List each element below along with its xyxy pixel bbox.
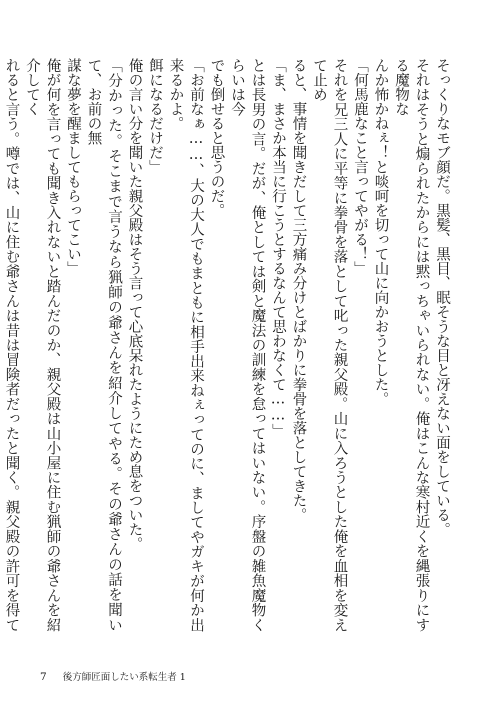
text-line: そっくりなモブ顔だ。黒髪、黒目、眠そうな目と冴えない面をしている。 (434, 58, 450, 537)
page-number: 7 (40, 671, 47, 683)
text-line: とは長男の言。だが、俺としては剣と魔法の訓練を怠ってはいない。序盤の雑魚魔物くらいは今 (229, 58, 266, 632)
text-line: 「分かった。そこまで言うなら猟師の爺さんを紹介してやる。その爺さんの話を聞いて、お前の無 (85, 58, 122, 632)
page-footer (40, 669, 186, 683)
text-line: れると言う。噂では、山に住む爺さんは昔は冒険者だったと聞く。親父殿の許可を得て (3, 58, 20, 633)
text-line: 「お前なぁ……、大の大人でもまともに相手出来ねぇってのに、ましてやガキが何か出来るかよ。 (167, 58, 204, 632)
text-line: 「ま、まさか本当に行こうとするなんて思わなくて……」 (270, 58, 286, 438)
text-line: 謀な夢を醒ましてもらってこい」 (65, 58, 81, 276)
text-line: 「何馬鹿なこと言ってやがる！」 (352, 58, 368, 276)
text-line: でも倒せると思うのだ。 (208, 58, 225, 218)
text-line: 俺が何を言っても聞き入れないと踏んだのか、親父殿は山小屋に住む猟師の爺さんを紹介してく (24, 58, 61, 633)
text-line: 俺の言い分を聞いた親父殿はそう言って心底呆れたようにため息をついた。 (126, 58, 143, 551)
running-title: 後方師匠面したい系転生者 1 (62, 672, 186, 683)
text-line: それを兄三人に平等に拳骨を落として叱った親父殿。山に入ろうとした俺を血相を変えて止め (311, 58, 348, 633)
text-line: それはそうと煽られたからには黙っちゃいられない。俺はこんな寒村近くを縄張りにする魔物な (393, 58, 430, 632)
text-line: ると、事情を聞きだして三方痛み分けとばかりに拳骨を落としてきた。 (290, 58, 307, 522)
text-line: 餌になるだけだ」 (147, 58, 163, 174)
text-line: んか怖かねぇ！と啖呵を切って山に向かおうとした。 (372, 58, 389, 406)
vertical-body-text (3, 58, 452, 633)
